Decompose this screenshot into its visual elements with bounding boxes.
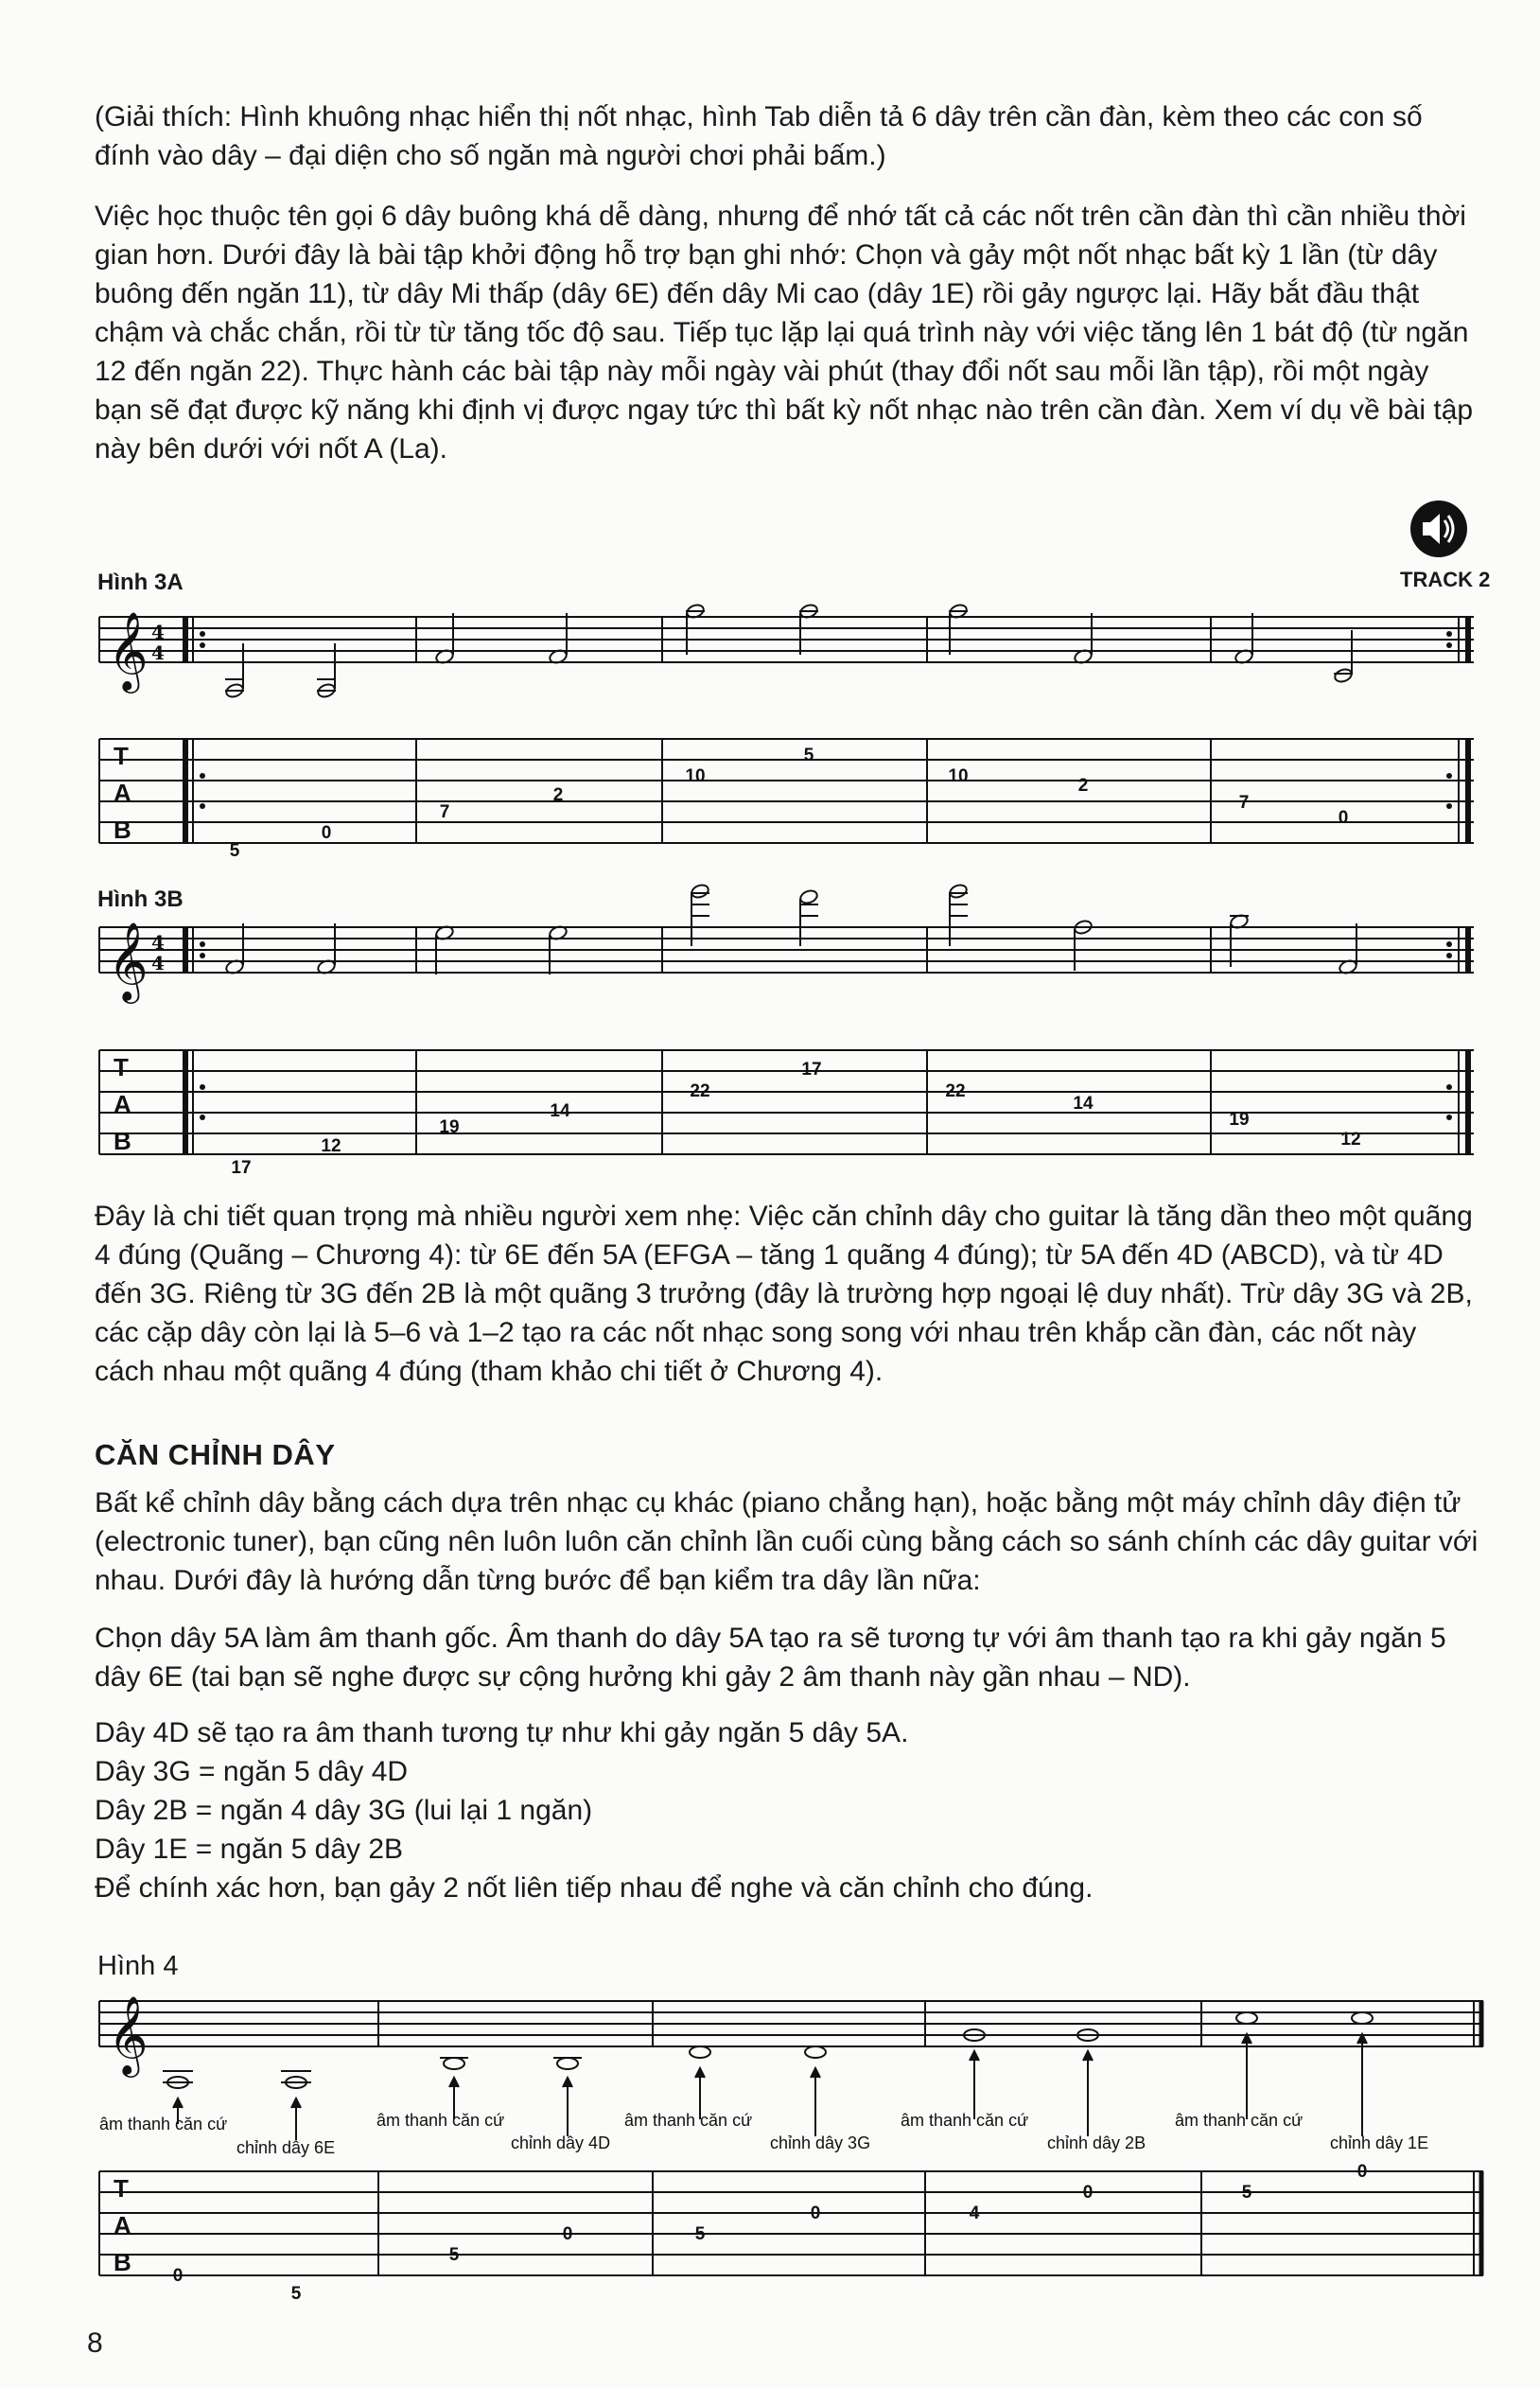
tab-number: 5	[803, 746, 814, 765]
treble-clef-icon: 𝄞	[108, 610, 149, 690]
fig3b-label: Hình 3B	[97, 887, 184, 912]
svg-text:4: 4	[151, 621, 165, 643]
intro-paragraph-2: Việc học thuộc tên gọi 6 dây buông khá dễ dàng, nhưng để nhớ tất cả các nốt trên cần đàn thì cần nhiều thời gian hơn. Dưới đây là bài tập khởi động hỗ trợ bạn ghi nhớ: Chọn và gảy một nốt nhạc bất kỳ 1 lần (từ dây buông đến ngăn 11), từ dây Mi thấp (dây 6E) đến dây Mi cao (dây 1E) rồi gảy ngược lại. Hãy bắt đầu thật chậm và chắc chắn, rồi từ từ tăng tốc độ sau. Tiếp tục lặp lại quá trình này với việc tăng lên 1 bát độ (từ ngăn 12 đến ngăn 22). Thực hành các bài tập này mỗi ngày vài phút (thay đổi nốt sau mỗi lần tập), rồi một ngày bạn sẽ đạt được kỹ năng khi định vị được ngay tức thì bất kỳ nốt nhạc nào trên cần đàn. Xem ví dụ về bài tập này bên dưới với nốt A (La).	[95, 201, 1474, 465]
tune-label: chỉnh dây 1E	[1330, 2133, 1429, 2152]
ref-label: âm thanh căn cứ	[376, 2111, 505, 2130]
tab-number: 4	[969, 2204, 980, 2223]
fig3a-tab	[99, 739, 1474, 843]
tab-number: 5	[229, 841, 240, 861]
tab-number: 0	[810, 2204, 821, 2223]
fig3b-tab	[99, 1050, 1474, 1154]
tuning-paragraph-2: Chọn dây 5A làm âm thanh gốc. Âm thanh do dây 5A tạo ra sẽ tương tự với âm thanh tạo ra khi gảy ngăn 5 dây 6E (tai bạn sẽ nghe được sự cộng hưởng khi gảy 2 âm thanh này gần nhau – ND).	[95, 1623, 1446, 1693]
section-heading: CĂN CHỈNH DÂY	[95, 1438, 336, 1471]
ref-label: âm thanh căn cứ	[901, 2111, 1029, 2130]
tab-number: 5	[1241, 2183, 1252, 2203]
tab-number: 22	[690, 1081, 710, 1101]
track-label: TRACK 2	[1400, 568, 1491, 591]
page-number: 8	[87, 2327, 103, 2359]
tuning-line: Dây 3G = ngăn 5 dây 4D	[95, 1756, 409, 1787]
tab-number: 7	[1238, 793, 1250, 813]
tune-label: chỉnh dây 4D	[511, 2133, 611, 2152]
tab-number: 12	[321, 1136, 341, 1156]
tab-number: 17	[231, 1158, 252, 1178]
repeat-dots	[200, 631, 1452, 1120]
tuning-paragraph-1: Bất kể chỉnh dây bằng cách dựa trên nhạc cụ khác (piano chẳng hạn), hoặc bằng một máy chỉnh dây điện tử (electronic tuner), bạn cũng nên luôn luôn căn chỉnh lần cuối cùng bằng cách so sánh chính các dây guitar với nhau. Dưới đây là hướng dẫn từng bước để bạn kiểm tra dây lần nữa:	[95, 1487, 1479, 1596]
fig3a-staff	[99, 617, 1474, 662]
tab-number: 0	[562, 2224, 573, 2244]
svg-text:4: 4	[151, 641, 165, 664]
tab-number: 5	[290, 2284, 302, 2304]
tuning-line: Dây 4D sẽ tạo ra âm thanh tương tự như khi gảy ngăn 5 dây 5A.	[95, 1717, 909, 1748]
tab-number: 14	[1073, 1094, 1094, 1114]
tab-number: 19	[439, 1117, 460, 1137]
tab-letter-b: B	[114, 2248, 131, 2276]
tuning-line: Dây 1E = ngăn 5 dây 2B	[95, 1834, 404, 1865]
tab-number: 0	[321, 823, 332, 843]
tab-number: 0	[1338, 808, 1349, 828]
tune-label: chỉnh dây 2B	[1047, 2133, 1146, 2152]
tune-label: chỉnh dây 3G	[770, 2133, 871, 2152]
tab-number: 14	[550, 1101, 570, 1121]
tab-number: 5	[448, 2245, 460, 2265]
fig4-staff	[99, 2001, 1483, 2046]
tuning-line: Dây 2B = ngăn 4 dây 3G (lui lại 1 ngăn)	[95, 1795, 593, 1826]
tab-number: 10	[948, 766, 969, 786]
ref-label: âm thanh căn cứ	[99, 2115, 228, 2133]
fig3a-label: Hình 3A	[97, 570, 184, 595]
tab-number: 0	[172, 2266, 184, 2286]
tab-letter-b: B	[114, 816, 131, 844]
tab-number: 0	[1356, 2162, 1368, 2182]
fig4-tab	[99, 2171, 1483, 2275]
tab-letter-a: A	[114, 1090, 131, 1118]
tab-letter-t: T	[114, 1053, 129, 1081]
tab-number: 0	[1082, 2183, 1094, 2203]
tab-number: 10	[685, 766, 706, 786]
tab-number: 19	[1229, 1110, 1250, 1130]
tab-number: 7	[439, 802, 450, 822]
tab-number: 17	[801, 1060, 822, 1080]
fig3b-staff	[99, 927, 1474, 973]
svg-text:4: 4	[151, 931, 165, 954]
ref-label: âm thanh căn cứ	[624, 2111, 753, 2130]
tab-number: 5	[694, 2224, 706, 2244]
fig4-label: Hình 4	[97, 1951, 179, 1981]
tab-number: 12	[1340, 1130, 1361, 1150]
tab-letter-t: T	[114, 2174, 129, 2203]
intro-paragraph-1: (Giải thích: Hình khuông nhạc hiển thị nốt nhạc, hình Tab diễn tả 6 dây trên cần đàn, kèm theo các con số đính vào dây – đại diện cho số ngăn mà người chơi phải bấm.)	[95, 101, 1423, 171]
svg-text:4: 4	[151, 952, 165, 975]
ref-label: âm thanh căn cứ	[1175, 2111, 1304, 2130]
tab-number: 22	[945, 1081, 966, 1101]
body-paragraph: Đây là chi tiết quan trọng mà nhiều người xem nhẹ: Việc căn chỉnh dây cho guitar là tăng dần theo một quãng 4 đúng (Quãng – Chương 4): từ 6E đến 5A (EFGA – tăng 1 quãng 4 đúng); từ 5A đến 4D (ABCD), và từ 4D đến 3G. Riêng từ 3G đến 2B là một quãng 3 trưởng (đây là trường hợp ngoại lệ duy nhất). Trừ dây 3G và 2B, các cặp dây còn lại là 5–6 và 1–2 tạo ra các nốt nhạc song song với nhau trên khắp cần đàn, các nốt này cách nhau một quãng 4 đúng (tham khảo chi tiết ở Chương 4).	[95, 1201, 1473, 1387]
treble-clef-icon: 𝄞	[108, 921, 149, 1000]
treble-clef-icon: 𝄞	[108, 1994, 149, 2074]
tuning-line: Để chính xác hơn, bạn gảy 2 nốt liên tiếp nhau để nghe và căn chỉnh cho đúng.	[95, 1872, 1094, 1904]
tab-number: 2	[1077, 776, 1089, 796]
tab-letter-b: B	[114, 1127, 131, 1155]
tune-label: chỉnh dây 6E	[236, 2138, 336, 2157]
tab-number: 2	[552, 785, 564, 805]
tab-letter-a: A	[114, 2211, 131, 2239]
tab-letter-a: A	[114, 779, 131, 807]
tab-letter-t: T	[114, 742, 129, 770]
